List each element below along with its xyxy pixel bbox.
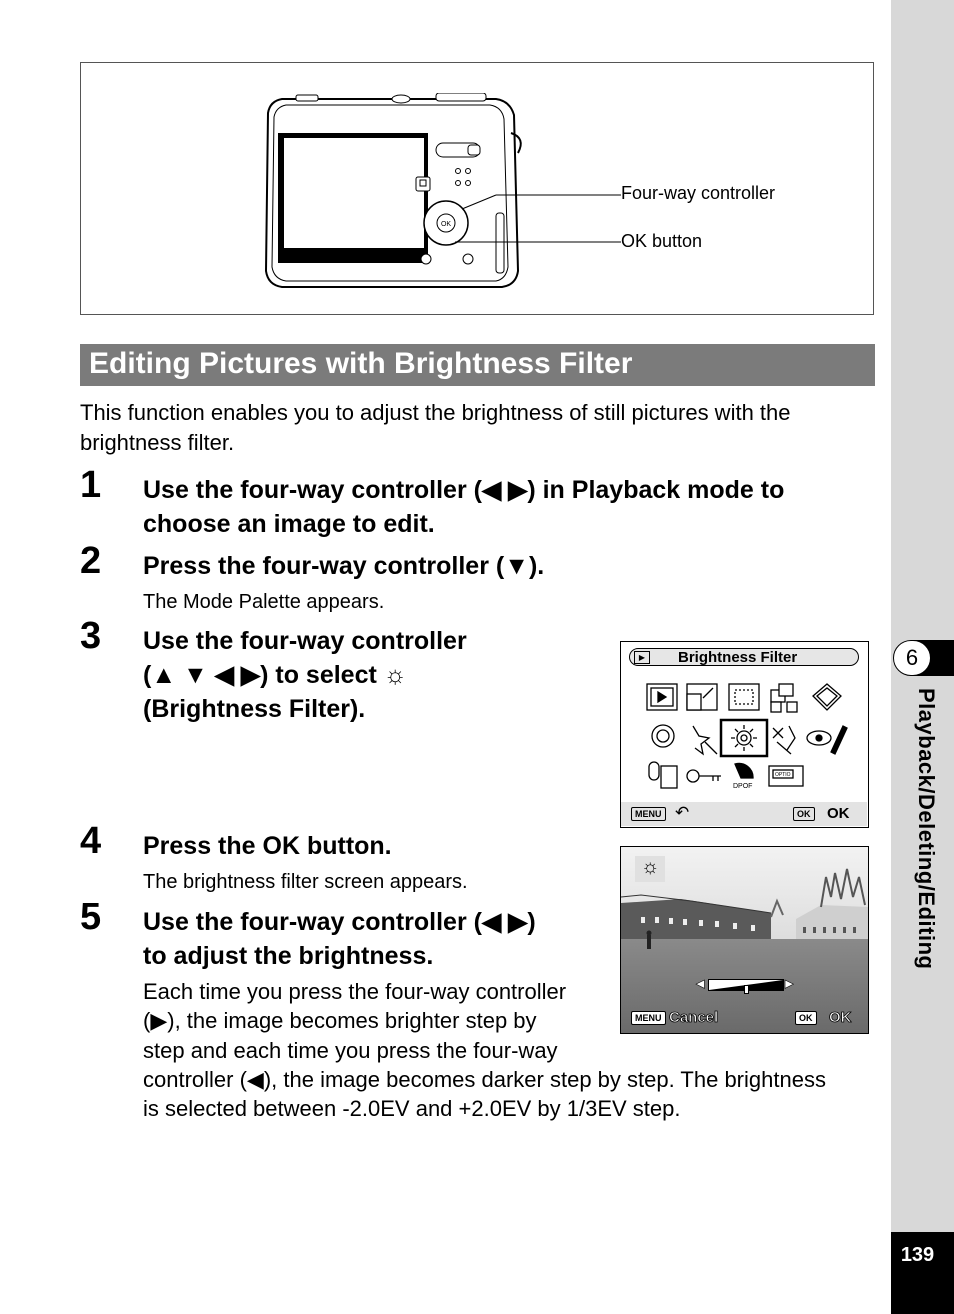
- step-5-line-2: to adjust the brightness.: [143, 942, 434, 970]
- intro-line-1: This function enables you to adjust the brightness of still pictures with the: [80, 400, 791, 425]
- slider-right-arrow-icon: ▶: [785, 978, 794, 990]
- rotate-icon: [813, 684, 841, 710]
- brightness-mode-icon-box: [635, 856, 665, 882]
- step-2-line-1: Press the four-way controller (▼).: [143, 552, 545, 580]
- chapter-label: Playback/Deleting/Editing: [914, 688, 939, 970]
- dpof-icon: [733, 763, 753, 790]
- callout-four-way-controller: Four-way controller: [621, 183, 776, 203]
- copy-icon: [771, 684, 797, 712]
- svg-text:OK: OK: [440, 221, 452, 228]
- start-up-screen-icon: [769, 766, 803, 786]
- step-5-note-line-4: controller (◀), the image becomes darker step by step. The brightness: [143, 1067, 826, 1092]
- step-1-number: 1: [80, 464, 102, 506]
- camera-illustration: [256, 93, 526, 293]
- ok-button-tag: OK: [795, 1011, 817, 1025]
- ok-label: OK: [827, 805, 850, 822]
- step-5-note-line-3: step and each time you press the four-way: [143, 1038, 558, 1063]
- frame-icon: [807, 726, 847, 754]
- resize-icon: [687, 684, 717, 710]
- menu-button-tag: MENU: [631, 1011, 666, 1025]
- brightness-filter-screen: [620, 846, 869, 1034]
- step-5-note-line-2: (▶), the image becomes brighter step by: [143, 1008, 537, 1033]
- intro-line-2: brightness filter.: [80, 430, 235, 455]
- step-3-line-1: Use the four-way controller: [143, 627, 467, 655]
- brightness-icon: ☼: [641, 856, 660, 878]
- step-3-line-2: (▲ ▼ ◀ ▶) to select ☼: [143, 661, 407, 689]
- cropping-icon: [729, 684, 759, 710]
- section-heading: Editing Pictures with Brightness Filter: [80, 344, 875, 386]
- step-1-line-2: choose an image to edit.: [143, 510, 435, 538]
- camera-figure: [80, 62, 874, 315]
- brightness-slider[interactable]: [696, 977, 794, 995]
- svg-text:DPOF: DPOF: [733, 783, 753, 790]
- ok-label: OK: [829, 1009, 852, 1026]
- back-arrow-icon: ↶: [675, 803, 690, 822]
- brightness-filter-icon: [731, 725, 757, 751]
- digital-filter-icon: [693, 726, 717, 754]
- protect-icon: [687, 770, 721, 782]
- voice-memo-icon: [649, 762, 677, 788]
- svg-text:OPTIO: OPTIO: [775, 772, 791, 778]
- playback-icon: [647, 684, 677, 710]
- chapter-number: 6: [893, 640, 931, 676]
- slider-left-arrow-icon: ◀: [696, 978, 705, 990]
- step-5-note-line-1: Each time you press the four-way controller: [143, 979, 567, 1004]
- page-number: 139: [900, 1244, 935, 1266]
- ok-button-tag: OK: [793, 807, 815, 821]
- step-2-note: The Mode Palette appears.: [143, 591, 385, 613]
- callout-ok-button: OK button: [621, 231, 703, 251]
- color-filter-icon: [652, 725, 674, 747]
- palette-icon-grid: [641, 680, 851, 792]
- step-1-line-1: Use the four-way controller (◀ ▶) in Playback mode to: [143, 476, 785, 504]
- palette-title: Brightness Filter: [678, 649, 798, 666]
- mode-palette-screen: [620, 641, 869, 828]
- menu-button-tag: MENU: [631, 807, 666, 821]
- step-5-number: 5: [80, 896, 102, 938]
- cancel-label: Cancel: [669, 1009, 719, 1026]
- callout-lines: [526, 194, 621, 244]
- red-eye-icon: [773, 726, 795, 754]
- palette-title-bar: [629, 648, 859, 666]
- slider-thumb[interactable]: [744, 985, 749, 994]
- playback-mode-icon: ▶: [634, 651, 650, 664]
- step-4-note: The brightness filter screen appears.: [143, 871, 468, 893]
- step-5-line-1: Use the four-way controller (◀ ▶): [143, 908, 536, 936]
- step-5-note-line-5: is selected between -2.0EV and +2.0EV by 1/3EV step.: [143, 1096, 681, 1121]
- step-3-number: 3: [80, 615, 102, 657]
- step-4-number: 4: [80, 820, 102, 862]
- step-4-line-1: Press the OK button.: [143, 832, 392, 860]
- step-3-line-3: (Brightness Filter).: [143, 695, 366, 723]
- step-2-number: 2: [80, 540, 102, 582]
